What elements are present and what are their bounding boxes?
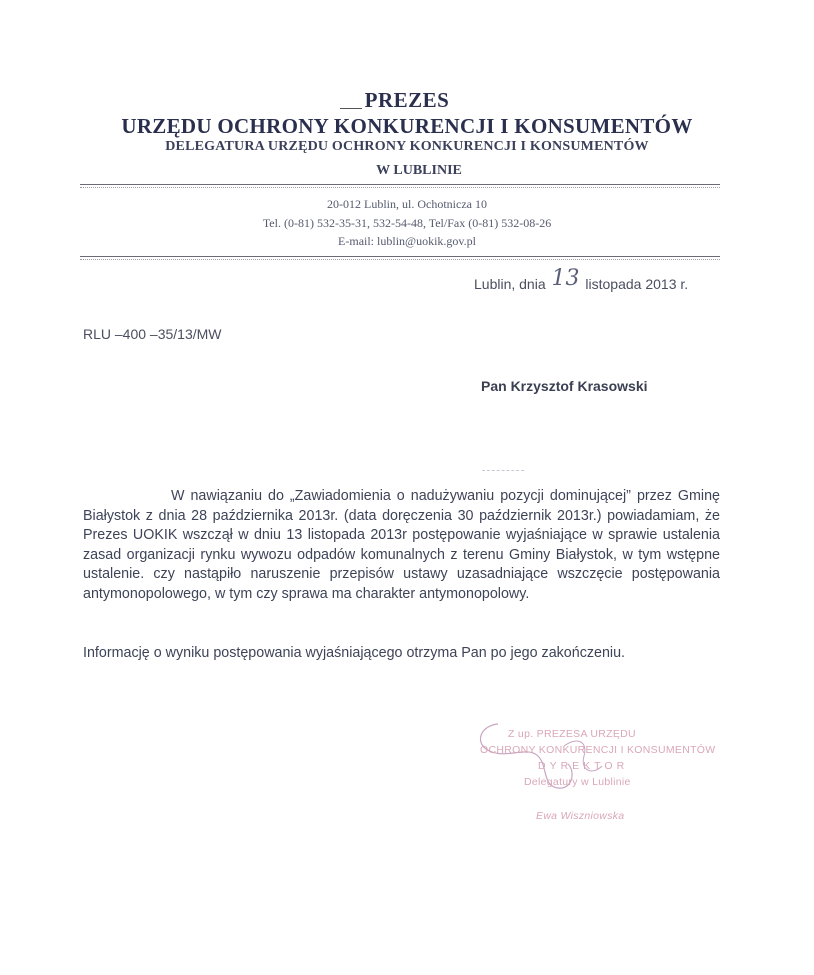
address-line: 20-012 Lublin, ul. Ochotnicza 10: [327, 197, 487, 211]
reference-number: RLU –400 –35/13/MW: [83, 326, 222, 342]
official-stamp: [468, 716, 728, 836]
phone-line: Tel. (0-81) 532-35-31, 532-54-48, Tel/Fax (0-81) 532-08-26: [262, 216, 552, 230]
header-divider-bottom: [80, 256, 720, 257]
letterhead-city: W LUBLINIE: [376, 163, 462, 178]
header-divider-top: [80, 184, 720, 185]
stamp-line-4: Delegatury w Lublinie: [524, 776, 631, 788]
faint-dash-mark: [482, 470, 524, 472]
stamp-line-2: OCHRONY KONKURENCJI I KONSUMENTÓW: [480, 744, 716, 756]
letterhead-title: PREZES: [364, 88, 450, 112]
date-prefix: Lublin, dnia: [474, 276, 546, 292]
body-paragraph-2: Informację o wyniku postępowania wyjaśniającego otrzyma Pan po jego zakończeniu.: [83, 645, 625, 661]
stamp-line-3: DYREKTOR: [538, 760, 629, 772]
letter-date: [474, 266, 689, 295]
header-divider-bottom-dotted: [80, 259, 720, 260]
stamp-line-1: Z up. PREZESA URZĘDU: [508, 728, 636, 740]
stamp-name: Ewa Wiszniowska: [536, 810, 625, 822]
letterhead-office: URZĘDU OCHRONY KONKURENCJI I KONSUMENTÓW: [121, 114, 693, 138]
date-day-handwritten: 13: [551, 266, 580, 291]
email-line: E-mail: lublin@uokik.gov.pl: [338, 234, 476, 248]
body-paragraph-1: W nawiązaniu do „Zawiadomienia o nadużywaniu pozycji dominującej” przez Gminę Białystok z dnia 28 października 2013r. (data doręczenia 30 październik 2013r.) powiadamiam, że Prezes UOKIK wszczął w dniu 13 listopada 2013r postępowanie wyjaśniające w sprawie ustalenia zasad organizacji rynku wywozu odpadów komunalnych z terenu Gminy Białystok, w tym wstępne ustalenie. czy nastąpiło naruszenie przepisów ustawy uzasadniające wszczęcie postępowania antymonopolowego, w tym czy sprawa ma charakter antymonopolowy.: [83, 488, 720, 602]
title-underline: [340, 108, 362, 109]
recipient-name: Pan Krzysztof Krasowski: [481, 378, 648, 394]
letterhead-delegation: DELEGATURA URZĘDU OCHRONY KONKURENCJI I KONSUMENTÓW: [165, 139, 649, 154]
date-suffix: listopada 2013 r.: [585, 276, 689, 292]
header-divider-top-dotted: [80, 187, 720, 188]
